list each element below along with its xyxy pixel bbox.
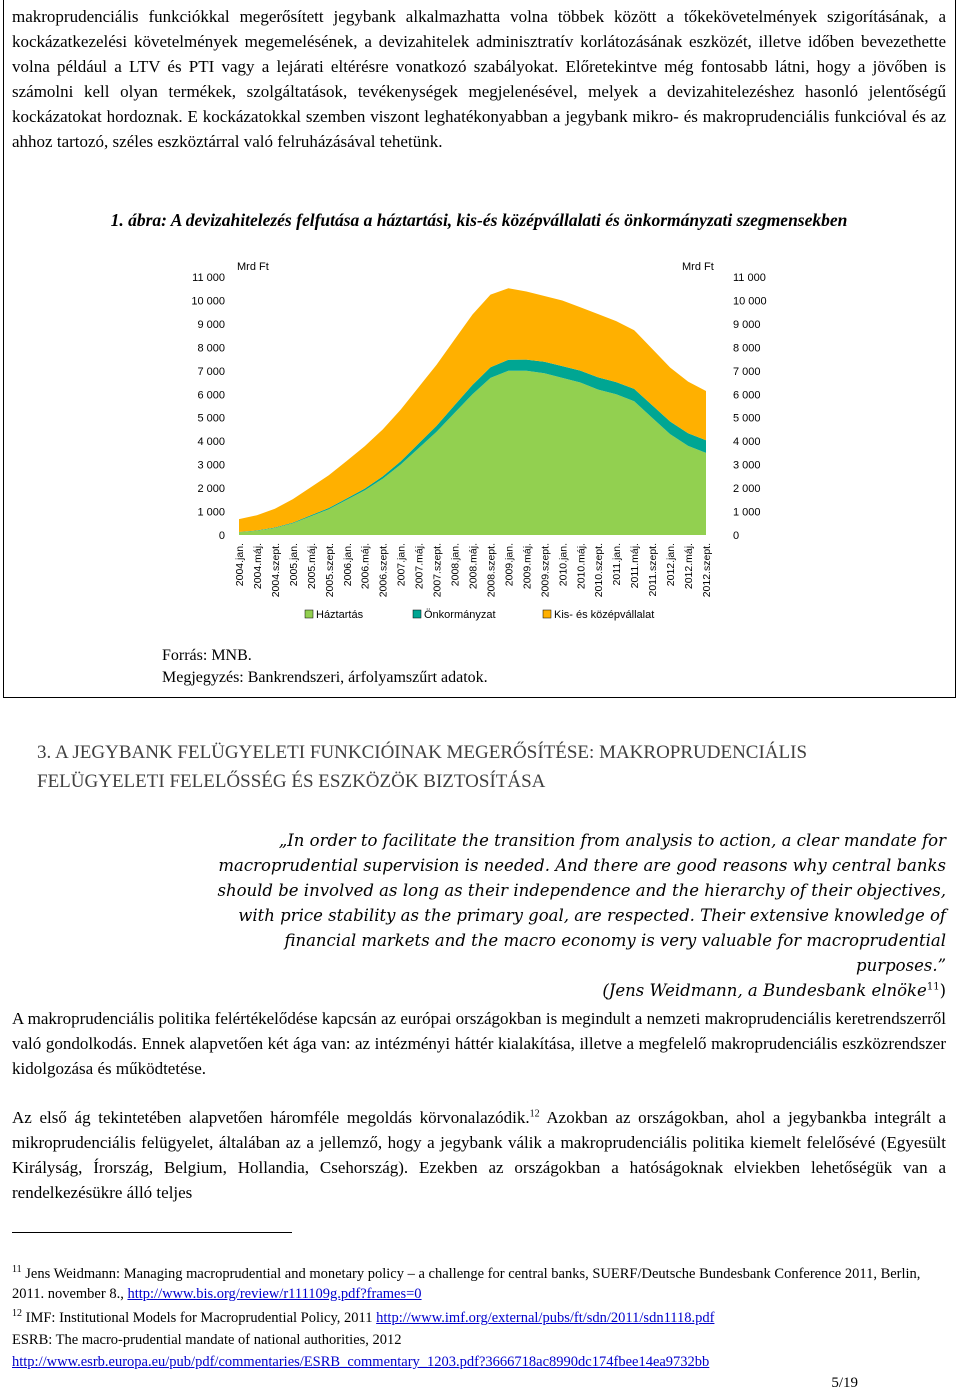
footnote-11: $^{11}$ Jens Weidmann: Managing macroprudential and monetary policy – a challenge for central banks, SUERF/Deutsche Bundesbank Conference 2011, Berlin, 2011. november 8., http://www.bis.org/review/r111109g.pdf?frames=0 xyxy=(12,1264,921,1302)
legend-swatch xyxy=(413,610,421,618)
y-tick-label-left: 2 000 xyxy=(197,483,225,496)
y-tick-label-left: 4 000 xyxy=(197,436,225,449)
y-tick-label-left: 1 000 xyxy=(197,506,225,519)
y-tick-label-left: 9 000 xyxy=(197,318,225,331)
x-tick-label: 2010.szept. xyxy=(593,543,606,598)
y-tick-label-right: 10 000 xyxy=(733,295,767,308)
x-tick-label: 2007.jan. xyxy=(395,543,408,587)
figure-title: 1. ábra: A devizahitelezés felfutása a háztartási, kis-és középvállalati és önkormányzati szegmensekben xyxy=(110,210,848,230)
y-tick-label-left: 3 000 xyxy=(197,459,225,472)
x-tick-label: 2012.máj. xyxy=(683,543,696,590)
x-tick-label: 2008.máj. xyxy=(467,543,480,590)
x-tick-label: 2011.szept. xyxy=(647,543,660,597)
x-tick-label: 2005.szept. xyxy=(323,543,336,598)
y-tick-label-right: 5 000 xyxy=(733,412,761,425)
legend-swatch xyxy=(543,610,551,618)
legend-label: Kis- és középvállalat xyxy=(554,609,655,621)
section-title: 3. A JEGYBANK FELÜGYELETI FUNKCIÓINAK MEGERŐSÍTÉSE: MAKROPRUDENCIÁLIS FELÜGYELETI FELELŐSSÉG ÉS ESZKÖZÖK BIZTOSÍTÁSA xyxy=(37,742,808,792)
footnote-divider xyxy=(12,1232,292,1233)
quote-attribution: (Jens Weidmann, a Bundesbank elnöke$^{11}$) xyxy=(602,981,946,1000)
y-tick-label-right: 0 xyxy=(733,530,740,542)
note-line: Megjegyzés: Bankrendszeri, árfolyamszűrt adatok. xyxy=(162,669,488,686)
x-tick-label: 2008.jan. xyxy=(449,543,462,587)
x-tick-label: 2009.jan. xyxy=(503,543,516,587)
body-paragraph-1: A makroprudenciális politika felértékelődése kapcsán az európai országokban is megindult a nemzeti makroprudenciális keretrendszerről való gondolkodás. Ennek alapvetően két ága van: az intézményi háttér kialakítása, illetve a megfelelő makroprudenciális eszközrendszer kidolgozása és működtetése. xyxy=(12,1009,946,1078)
footnote-12-link[interactable]: http://www.imf.org/external/pubs/ft/sdn/2011/sdn1118.pdf xyxy=(376,1310,715,1326)
y-tick-label-left: 11 000 xyxy=(192,272,225,284)
body-paragraph-2: Az első ág tekintetében alapvetően háromféle megoldás körvonalazódik.$^{12}$ Azokban az országokban, ahol a jegybankba integrált a mikroprudenciális felügyelet, általában az a jellemző, hogy a jegybank válik a makroprudenciális politika kiemelt felelősévé (Egyesült Királyság, Írország, Belgium, Hollandia, Csehország). Ezekben az országokban a hatóságoknak elviekben lehetőségük van a rendelkezésükre álló teljes xyxy=(12,1108,947,1202)
quote-text: „In order to facilitate the transition from analysis to action, a clear mandate for macroprudential supervision is needed. And there are good reasons why central banks should be involved as long as their independence and the hierarchy of their objectives, with price stability as the primary goal, are respected. Their extensive knowledge of financial markets and the macro economy is very valuable for macroprudential purposes.” xyxy=(217,831,946,975)
x-tick-label: 2007.szept. xyxy=(431,543,444,598)
x-tick-label: 2004.máj. xyxy=(251,543,264,590)
y-tick-label-left: 7 000 xyxy=(197,365,225,378)
figure-source xyxy=(162,645,488,689)
x-tick-label: 2006.jan. xyxy=(341,543,354,587)
footnote-esrb: ESRB: The macro-prudential mandate of national authorities, 2012 xyxy=(12,1332,402,1348)
quote-block xyxy=(210,828,946,1003)
x-tick-label: 2008.szept. xyxy=(485,543,498,598)
x-tick-label: 2012.szept. xyxy=(701,543,714,598)
unit-left-label: Mrd Ft xyxy=(237,261,269,273)
y-tick-label-right: 9 000 xyxy=(733,318,761,331)
y-tick-label-right: 3 000 xyxy=(733,459,761,472)
y-tick-label-left: 6 000 xyxy=(197,389,225,402)
x-tick-label: 2004.jan. xyxy=(233,543,246,587)
y-tick-label-right: 8 000 xyxy=(733,342,761,355)
footnote-esrb-link[interactable]: http://www.esrb.europa.eu/pub/pdf/commentaries/ESRB_commentary_1203.pdf?3666718ac8990dc174fbee14ea9732bb xyxy=(12,1354,710,1370)
x-tick-label: 2006.szept. xyxy=(377,543,390,598)
footnote-ref-12[interactable]: 12 xyxy=(529,1108,540,1120)
x-tick-label: 2005.máj. xyxy=(305,543,318,590)
intro-paragraph: makroprudenciális funkciókkal megerősített jegybank alkalmazhatta volna többek között a tőkekövetelmények szigorításának, a kockázatkezelési követelmények megemelésének, a devizahitelek adminisztratív korlátozásának eszközét, illetve időben bevezethette volna például a LTV és PTI vagy a lejárati eltérésre vonatkozó szabályokat. Előretekintve még fontosabb látni, hogy a jövőben is számolni kell olyan termékek, szolgáltatások, tevékenységek megjelenésével, melyek a devizahitelezéshez hasonló jelentőségű kockázatokat hordoznak. E kockázatokkal szemben viszont leghatékonyabban a jegybank mikro- és makroprudenciális funkcióval és az ahhoz tartozó, széles eszköztárral való felruházásával tehetünk. xyxy=(12,7,946,151)
x-tick-label: 2005.jan. xyxy=(287,543,300,587)
footnote-esrb-url xyxy=(12,1352,948,1372)
y-tick-label-right: 6 000 xyxy=(733,389,761,402)
y-tick-label-right: 1 000 xyxy=(733,506,761,519)
stacked-area-chart xyxy=(155,252,805,642)
x-tick-label: 2006.máj. xyxy=(359,543,372,590)
x-tick-label: 2009.máj. xyxy=(521,543,534,590)
x-tick-label: 2007.máj. xyxy=(413,543,426,590)
legend xyxy=(305,609,654,621)
x-tick-label: 2010.máj. xyxy=(575,543,588,590)
y-tick-label-right: 4 000 xyxy=(733,436,761,449)
x-tick-label: 2004.szept. xyxy=(269,543,282,598)
x-tick-label: 2012.jan. xyxy=(665,543,678,587)
page-number: 5/19 xyxy=(831,1375,858,1391)
y-tick-label-left: 10 000 xyxy=(191,295,225,308)
footnote-12: $^{12}$ IMF: Institutional Models for Macroprudential Policy, 2011 http://www.imf.org/external/pubs/ft/sdn/2011/sdn1118.pdf xyxy=(12,1308,715,1326)
legend-label: Háztartás xyxy=(316,609,364,621)
y-tick-label-right: 2 000 xyxy=(733,483,761,496)
x-tick-label: 2011.jan. xyxy=(611,543,624,586)
source-line: Forrás: MNB. xyxy=(162,647,252,664)
y-tick-label-left: 8 000 xyxy=(197,342,225,355)
y-tick-label-right: 7 000 xyxy=(733,365,761,378)
y-tick-label-left: 0 xyxy=(218,530,225,542)
legend-swatch xyxy=(305,610,313,618)
unit-right-label: Mrd Ft xyxy=(682,261,714,273)
footnote-11-link[interactable]: http://www.bis.org/review/r111109g.pdf?frames=0 xyxy=(127,1286,422,1302)
y-tick-label-right: 11 000 xyxy=(733,272,766,284)
x-tick-label: 2011.máj. xyxy=(629,543,642,589)
x-tick-label: 2009.szept. xyxy=(539,543,552,598)
y-tick-label-left: 5 000 xyxy=(197,412,225,425)
legend-label: Önkormányzat xyxy=(424,609,496,621)
x-tick-label: 2010.jan. xyxy=(557,543,570,587)
